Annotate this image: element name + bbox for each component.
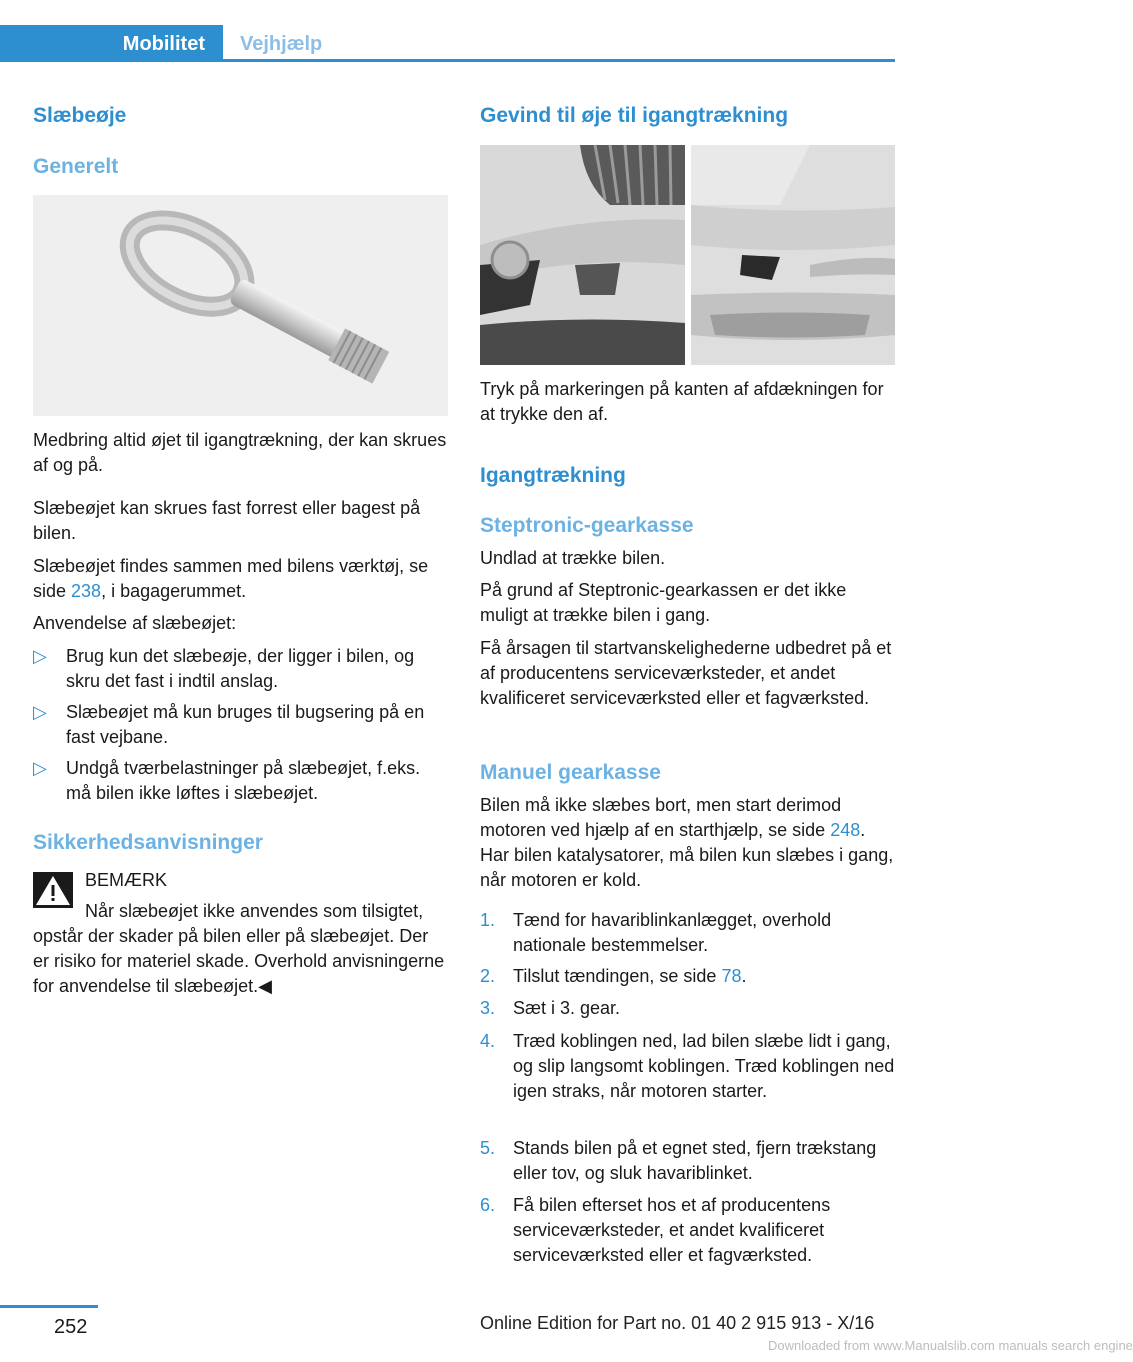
tab-vejhjaelp[interactable]: Vejhjælp: [240, 33, 323, 55]
section-title-gevind: Gevind til øje til igangtrækning: [480, 104, 789, 127]
chapter-tabs: [0, 25, 895, 62]
text: Bilen må ikke slæbes bort, men start derimod motoren ved hjælp af en starthjælp, se side: [480, 795, 842, 840]
paragraph: Anvendelse af slæbeøjet:: [33, 613, 237, 633]
edition-text: Online Edition for Part no. 01 40 2 915 913 - X/16: [480, 1313, 875, 1333]
subheading-manuel: Manuel gearkasse: [480, 761, 661, 784]
notice-text: Når slæbeøjet ikke anvendes som tilsigtet, opstår der skader på bilen eller på slæbeøjet. Der er risiko for materiel skade. Overhold anvisningerne for anvendelse til slæbeøjet.◀: [33, 901, 445, 996]
bumper-illustration: [480, 145, 895, 365]
paragraph: Medbring altid øjet til igangtrækning, der kan skrues af og på.: [33, 430, 447, 475]
heading-igangtraekning: Igangtrækning: [480, 464, 626, 487]
section-title-slaebeoje: Slæbeøje: [33, 104, 127, 127]
paragraph: Få årsagen til startvanskelighederne udbedret på et af producentens serviceværksteder, et andet kvalificeret serviceværksted eller et fagværksted.: [480, 638, 892, 708]
step-number: 2.: [480, 966, 496, 986]
warning-notice: [33, 866, 448, 1006]
page-link[interactable]: 78: [721, 966, 742, 986]
subheading-sikkerhed: Sikkerhedsanvisninger: [33, 831, 263, 854]
step-text: Tænd for havariblinkanlægget, overhold nationale bestemmelser.: [513, 910, 832, 955]
paragraph: [33, 554, 448, 604]
paragraph: [480, 793, 895, 893]
tab-mobilitet-label: Mobilitet: [122, 33, 205, 55]
step-text: Træd koblingen ned, lad bilen slæbe lidt i gang, og slip langsomt koblingen. Træd koblingen ned igen straks, når motoren starter.: [513, 1031, 895, 1101]
step-text: Sæt i 3. gear.: [513, 998, 621, 1018]
notice-label: BEMÆRK: [85, 870, 168, 890]
step-text: Stands bilen på et egnet sted, fjern trækstang eller tov, og sluk havariblinket.: [513, 1138, 877, 1183]
tab-mobilitet[interactable]: [0, 25, 223, 62]
step-number: 4.: [480, 1031, 496, 1051]
step-number: 5.: [480, 1138, 496, 1158]
tab-underline: [223, 59, 895, 62]
page-link[interactable]: 238: [71, 581, 102, 601]
step-number: 6.: [480, 1195, 496, 1215]
step-text: Få bilen efterset hos et af producentens serviceværksteder, et andet kvalificeret serviceværksted eller et fagværksted.: [513, 1195, 831, 1265]
subheading-steptronic: Steptronic-gearkasse: [480, 514, 694, 537]
paragraph: Tryk på markeringen på kanten af afdækningen for at trykke den af.: [480, 379, 884, 424]
step-number: 3.: [480, 998, 496, 1018]
page-number: 252: [54, 1316, 88, 1338]
paragraph: På grund af Steptronic-gearkassen er det ikke muligt at trække bilen i gang.: [480, 580, 847, 625]
text: Slæbeøjet findes sammen med bilens værktøj, se side: [33, 556, 429, 601]
triangle-bullet-icon: ▷: [33, 758, 47, 778]
triangle-bullet-icon: ▷: [33, 702, 47, 722]
footer-rule: [0, 1305, 98, 1308]
step-text: Tilslut tændingen, se side: [513, 966, 722, 986]
step-number: 1.: [480, 910, 496, 930]
tow-eye-illustration: [33, 195, 448, 416]
paragraph: Slæbeøjet kan skrues fast forrest eller bagest på bilen.: [33, 498, 421, 543]
page-link[interactable]: 248: [830, 820, 861, 840]
text: . Har bilen katalysatorer, må bilen kun slæbes i gang, når motoren er kold.: [480, 820, 894, 890]
step-text-end: .: [741, 966, 747, 986]
triangle-bullet-icon: ▷: [33, 646, 47, 666]
list-item-text: Brug kun det slæbeøje, der ligger i bilen, og skru det fast i indtil anslag.: [66, 646, 415, 691]
list-item-text: Undgå tværbelastninger på slæbeøjet, f.eks. må bilen ikke løftes i slæbeøjet.: [66, 758, 421, 803]
subheading-generelt: Generelt: [33, 155, 119, 178]
paragraph: Undlad at trække bilen.: [480, 548, 666, 568]
list-item-text: Slæbeøjet må kun bruges til bugsering på en fast vejbane.: [66, 702, 425, 747]
watermark: Downloaded from www.Manualslib.com manuals search engine: [768, 1338, 1133, 1353]
step-text-wrap: [513, 964, 895, 989]
text: , i bagagerummet.: [101, 581, 247, 601]
